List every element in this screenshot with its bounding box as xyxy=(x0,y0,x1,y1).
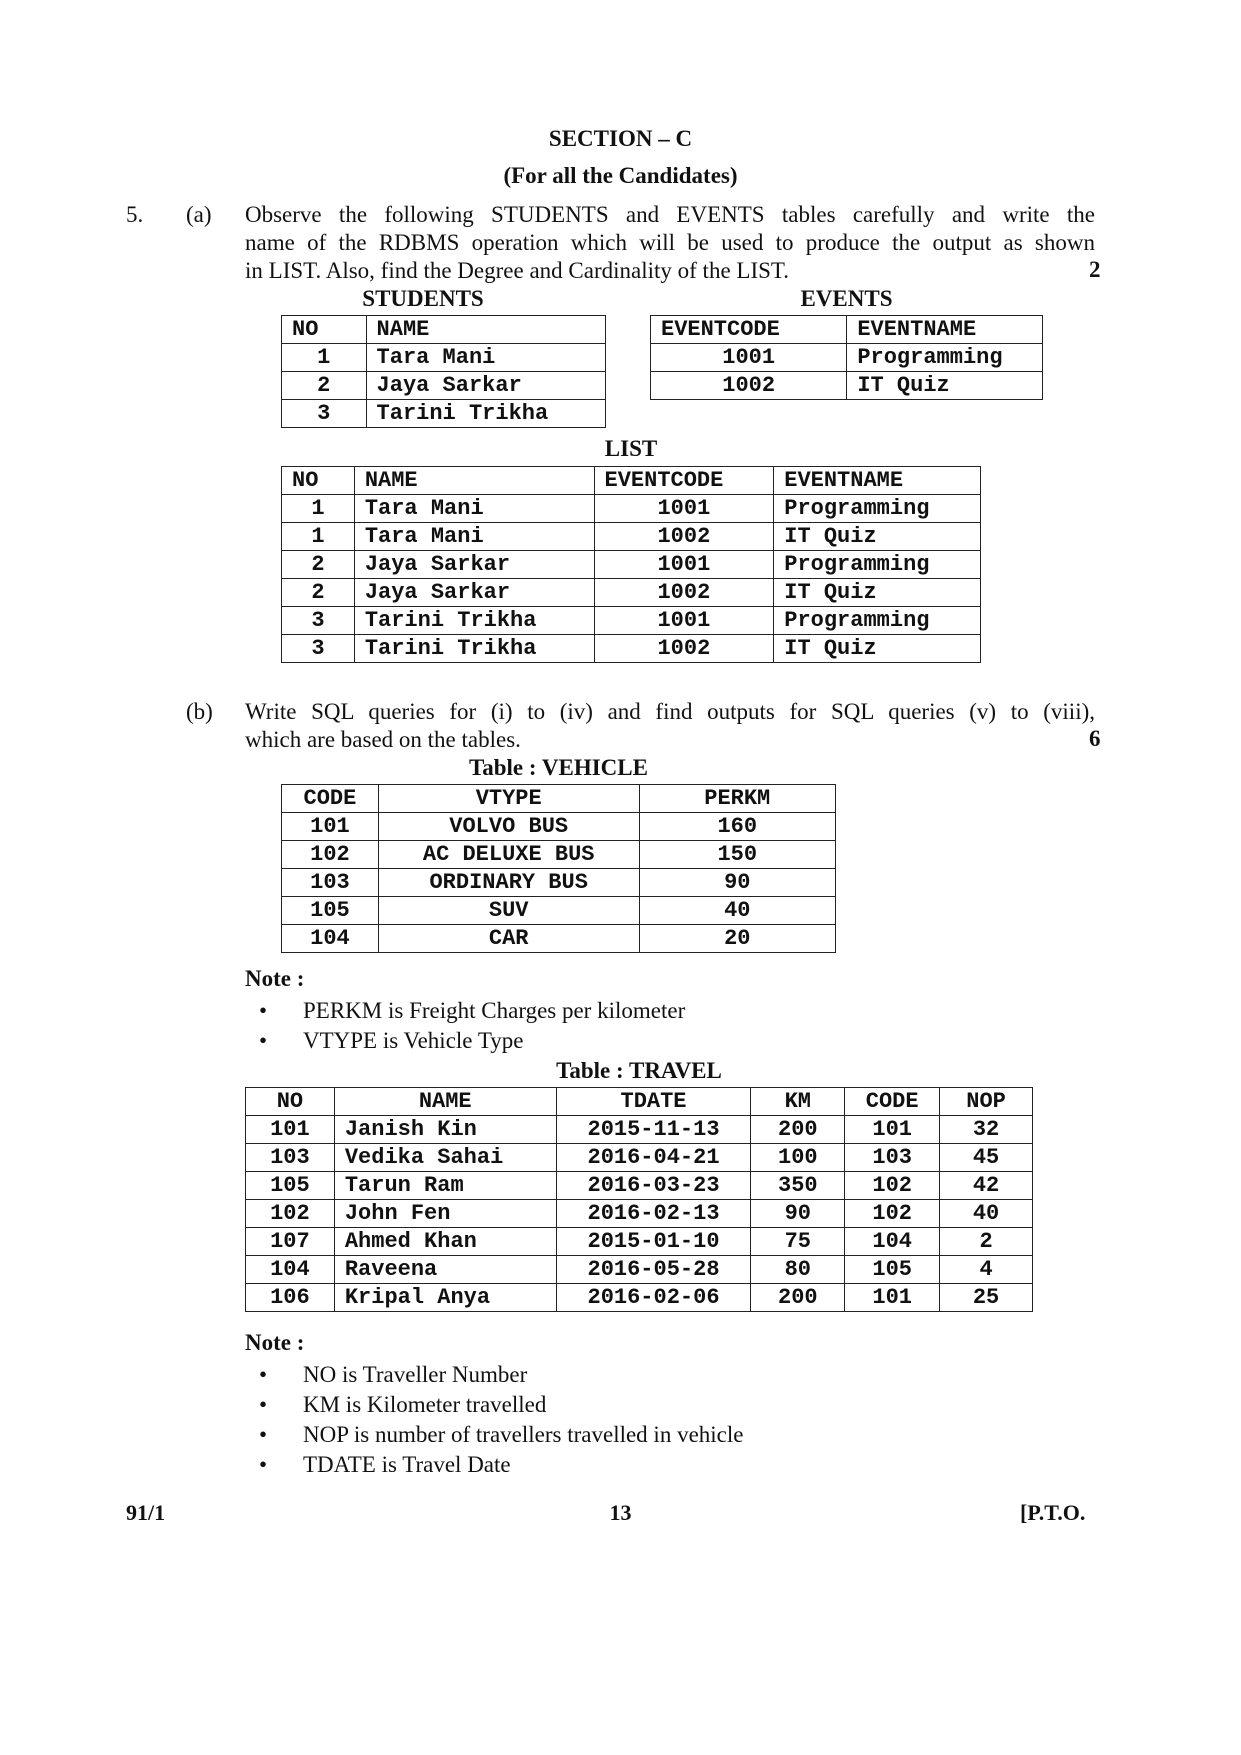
table-cell: Jaya Sarkar xyxy=(354,579,594,607)
question-number: 5. xyxy=(126,202,144,227)
table-cell: 101 xyxy=(845,1116,940,1144)
column-header: EVENTNAME xyxy=(774,467,981,495)
vehicle-note-title: Note : xyxy=(245,966,305,991)
column-header: TDATE xyxy=(556,1088,751,1116)
table-cell: 101 xyxy=(246,1116,335,1144)
table-cell: Tara Mani xyxy=(354,523,594,551)
table-row xyxy=(651,372,1043,400)
table-row xyxy=(282,897,836,925)
bullet-icon: • xyxy=(259,1422,268,1447)
column-header: NAME xyxy=(334,1088,556,1116)
table-header-row xyxy=(651,316,1043,344)
table-cell: 2016-02-06 xyxy=(556,1284,751,1312)
table-row xyxy=(282,551,981,579)
table-cell: 102 xyxy=(282,841,379,869)
table-cell: CAR xyxy=(378,925,639,953)
column-header: EVENTNAME xyxy=(847,316,1043,344)
table-cell: 2 xyxy=(940,1228,1033,1256)
table-cell: 1 xyxy=(282,344,367,372)
bullet-icon: • xyxy=(259,1028,268,1053)
column-header: NAME xyxy=(354,467,594,495)
table-cell: 2016-05-28 xyxy=(556,1256,751,1284)
part-a-line-1: Observe the following STUDENTS and EVENTS tables carefully and write the xyxy=(245,202,1095,227)
table-cell: Tara Mani xyxy=(354,495,594,523)
table-cell: 1001 xyxy=(594,607,774,635)
table-cell: 104 xyxy=(845,1228,940,1256)
table-cell: 42 xyxy=(940,1172,1033,1200)
table-cell: 25 xyxy=(940,1284,1033,1312)
column-header: NO xyxy=(246,1088,335,1116)
part-a-line-3: in LIST. Also, find the Degree and Cardinality of the LIST. xyxy=(245,258,789,283)
table-row xyxy=(246,1228,1033,1256)
table-cell: 2 xyxy=(282,579,355,607)
bullet-icon: • xyxy=(259,1392,268,1417)
pto-label: [P.T.O. xyxy=(1020,1500,1086,1525)
table-cell: Jaya Sarkar xyxy=(354,551,594,579)
bullet-icon: • xyxy=(259,1452,268,1477)
table-row xyxy=(246,1256,1033,1284)
note-text: NOP is number of travellers travelled in vehicle xyxy=(303,1422,744,1447)
table-cell: 1001 xyxy=(594,551,774,579)
column-header: NAME xyxy=(366,316,605,344)
part-a-label: (a) xyxy=(186,202,212,227)
table-cell: 102 xyxy=(845,1200,940,1228)
table-cell: Raveena xyxy=(334,1256,556,1284)
vehicle-note-list xyxy=(245,996,685,1056)
table-cell: 20 xyxy=(639,925,835,953)
table-cell: 4 xyxy=(940,1256,1033,1284)
note-text: VTYPE is Vehicle Type xyxy=(303,1028,524,1053)
part-a-line-2: name of the RDBMS operation which will be used to produce the output as shown xyxy=(245,230,1095,255)
table-header-row xyxy=(282,316,606,344)
footer-code: 91/1 xyxy=(126,1500,166,1525)
column-header: NOP xyxy=(940,1088,1033,1116)
table-cell: IT Quiz xyxy=(774,523,981,551)
table-cell: 1002 xyxy=(594,579,774,607)
travel-note-list xyxy=(245,1360,743,1480)
table-cell: 107 xyxy=(246,1228,335,1256)
students-table xyxy=(281,315,606,428)
table-cell: 106 xyxy=(246,1284,335,1312)
travel-caption: Table : TRAVEL xyxy=(556,1058,722,1083)
table-cell: Programming xyxy=(774,607,981,635)
table-row xyxy=(282,579,981,607)
note-text: TDATE is Travel Date xyxy=(303,1452,511,1477)
table-cell: 90 xyxy=(639,869,835,897)
table-cell: Janish Kin xyxy=(334,1116,556,1144)
table-cell: 350 xyxy=(751,1172,845,1200)
part-b-line-1: Write SQL queries for (i) to (iv) and find outputs for SQL queries (v) to (viii), xyxy=(245,699,1095,724)
table-row xyxy=(246,1116,1033,1144)
table-row xyxy=(246,1172,1033,1200)
table-cell: 2 xyxy=(282,372,367,400)
table-row xyxy=(282,841,836,869)
part-b-label: (b) xyxy=(186,699,213,724)
table-cell: 103 xyxy=(845,1144,940,1172)
list-table xyxy=(281,466,981,663)
column-header: EVENTCODE xyxy=(594,467,774,495)
table-cell: 2016-02-13 xyxy=(556,1200,751,1228)
table-cell: 1002 xyxy=(594,635,774,663)
table-cell: 3 xyxy=(282,635,355,663)
column-header: CODE xyxy=(845,1088,940,1116)
table-cell: 32 xyxy=(940,1116,1033,1144)
table-cell: 2 xyxy=(282,551,355,579)
table-cell: 150 xyxy=(639,841,835,869)
note-text: KM is Kilometer travelled xyxy=(303,1392,547,1417)
table-row xyxy=(282,344,606,372)
bullet-icon: • xyxy=(259,998,268,1023)
table-row xyxy=(282,372,606,400)
table-cell: 90 xyxy=(751,1200,845,1228)
table-header-row xyxy=(246,1088,1033,1116)
table-cell: VOLVO BUS xyxy=(378,813,639,841)
table-row xyxy=(282,635,981,663)
table-cell: John Fen xyxy=(334,1200,556,1228)
table-row xyxy=(282,813,836,841)
table-cell: Tarun Ram xyxy=(334,1172,556,1200)
list-item xyxy=(245,1420,743,1450)
table-cell: 160 xyxy=(639,813,835,841)
page-number: 13 xyxy=(609,1500,632,1525)
table-row xyxy=(282,523,981,551)
column-header: PERKM xyxy=(639,785,835,813)
students-caption: STUDENTS xyxy=(362,286,484,311)
table-row xyxy=(282,869,836,897)
list-item xyxy=(245,1026,685,1056)
table-cell: SUV xyxy=(378,897,639,925)
table-cell: 80 xyxy=(751,1256,845,1284)
table-cell: 101 xyxy=(845,1284,940,1312)
table-cell: 103 xyxy=(246,1144,335,1172)
table-cell: 45 xyxy=(940,1144,1033,1172)
table-cell: 2015-11-13 xyxy=(556,1116,751,1144)
list-caption: LIST xyxy=(604,436,658,461)
table-cell: 2016-04-21 xyxy=(556,1144,751,1172)
table-cell: 75 xyxy=(751,1228,845,1256)
section-title: SECTION – C xyxy=(548,126,693,151)
table-cell: 2016-03-23 xyxy=(556,1172,751,1200)
table-cell: 101 xyxy=(282,813,379,841)
table-cell: 1002 xyxy=(594,523,774,551)
table-row xyxy=(246,1200,1033,1228)
table-cell: 2015-01-10 xyxy=(556,1228,751,1256)
table-cell: IT Quiz xyxy=(847,372,1043,400)
list-item xyxy=(245,996,685,1026)
table-header-row xyxy=(282,467,981,495)
table-cell: IT Quiz xyxy=(774,635,981,663)
table-cell: 40 xyxy=(940,1200,1033,1228)
table-cell: Programming xyxy=(774,495,981,523)
table-cell: 1 xyxy=(282,523,355,551)
vehicle-table xyxy=(281,784,836,953)
table-cell: 1001 xyxy=(594,495,774,523)
table-row xyxy=(246,1284,1033,1312)
table-cell: Tarini Trikha xyxy=(354,635,594,663)
table-cell: ORDINARY BUS xyxy=(378,869,639,897)
table-cell: 102 xyxy=(246,1200,335,1228)
table-cell: Programming xyxy=(847,344,1043,372)
table-cell: 102 xyxy=(845,1172,940,1200)
part-a-marks: 2 xyxy=(1089,257,1101,282)
column-header: NO xyxy=(282,316,367,344)
table-cell: 1 xyxy=(282,495,355,523)
vehicle-caption: Table : VEHICLE xyxy=(469,755,648,780)
table-cell: AC DELUXE BUS xyxy=(378,841,639,869)
table-cell: Tarini Trikha xyxy=(354,607,594,635)
table-cell: 105 xyxy=(282,897,379,925)
table-cell: 3 xyxy=(282,607,355,635)
table-cell: IT Quiz xyxy=(774,579,981,607)
table-cell: Ahmed Khan xyxy=(334,1228,556,1256)
section-subtitle: (For all the Candidates) xyxy=(503,163,738,188)
table-cell: Kripal Anya xyxy=(334,1284,556,1312)
table-cell: 200 xyxy=(751,1116,845,1144)
column-header: EVENTCODE xyxy=(651,316,847,344)
part-b-marks: 6 xyxy=(1089,726,1101,751)
table-cell: 105 xyxy=(845,1256,940,1284)
table-cell: 100 xyxy=(751,1144,845,1172)
table-cell: 104 xyxy=(246,1256,335,1284)
column-header: VTYPE xyxy=(378,785,639,813)
table-cell: 40 xyxy=(639,897,835,925)
part-b-line-2: which are based on the tables. xyxy=(245,727,521,752)
table-row xyxy=(282,495,981,523)
list-item xyxy=(245,1390,743,1420)
column-header: KM xyxy=(751,1088,845,1116)
table-row xyxy=(282,607,981,635)
note-text: NO is Traveller Number xyxy=(303,1362,528,1387)
table-cell: Jaya Sarkar xyxy=(366,372,605,400)
list-item xyxy=(245,1450,743,1480)
list-item xyxy=(245,1360,743,1390)
table-row xyxy=(651,344,1043,372)
table-cell: 1001 xyxy=(651,344,847,372)
table-cell: Programming xyxy=(774,551,981,579)
column-header: CODE xyxy=(282,785,379,813)
events-caption: EVENTS xyxy=(800,286,893,311)
travel-table xyxy=(245,1087,1033,1312)
note-text: PERKM is Freight Charges per kilometer xyxy=(303,998,686,1023)
table-cell: 3 xyxy=(282,400,367,428)
table-cell: 1002 xyxy=(651,372,847,400)
table-cell: 200 xyxy=(751,1284,845,1312)
table-cell: 103 xyxy=(282,869,379,897)
table-cell: 104 xyxy=(282,925,379,953)
table-cell: 105 xyxy=(246,1172,335,1200)
table-header-row xyxy=(282,785,836,813)
table-row xyxy=(282,925,836,953)
table-row xyxy=(282,400,606,428)
table-cell: Vedika Sahai xyxy=(334,1144,556,1172)
column-header: NO xyxy=(282,467,355,495)
table-cell: Tara Mani xyxy=(366,344,605,372)
table-cell: Tarini Trikha xyxy=(366,400,605,428)
bullet-icon: • xyxy=(259,1362,268,1387)
table-row xyxy=(246,1144,1033,1172)
events-table xyxy=(650,315,1043,400)
travel-note-title: Note : xyxy=(245,1330,305,1355)
